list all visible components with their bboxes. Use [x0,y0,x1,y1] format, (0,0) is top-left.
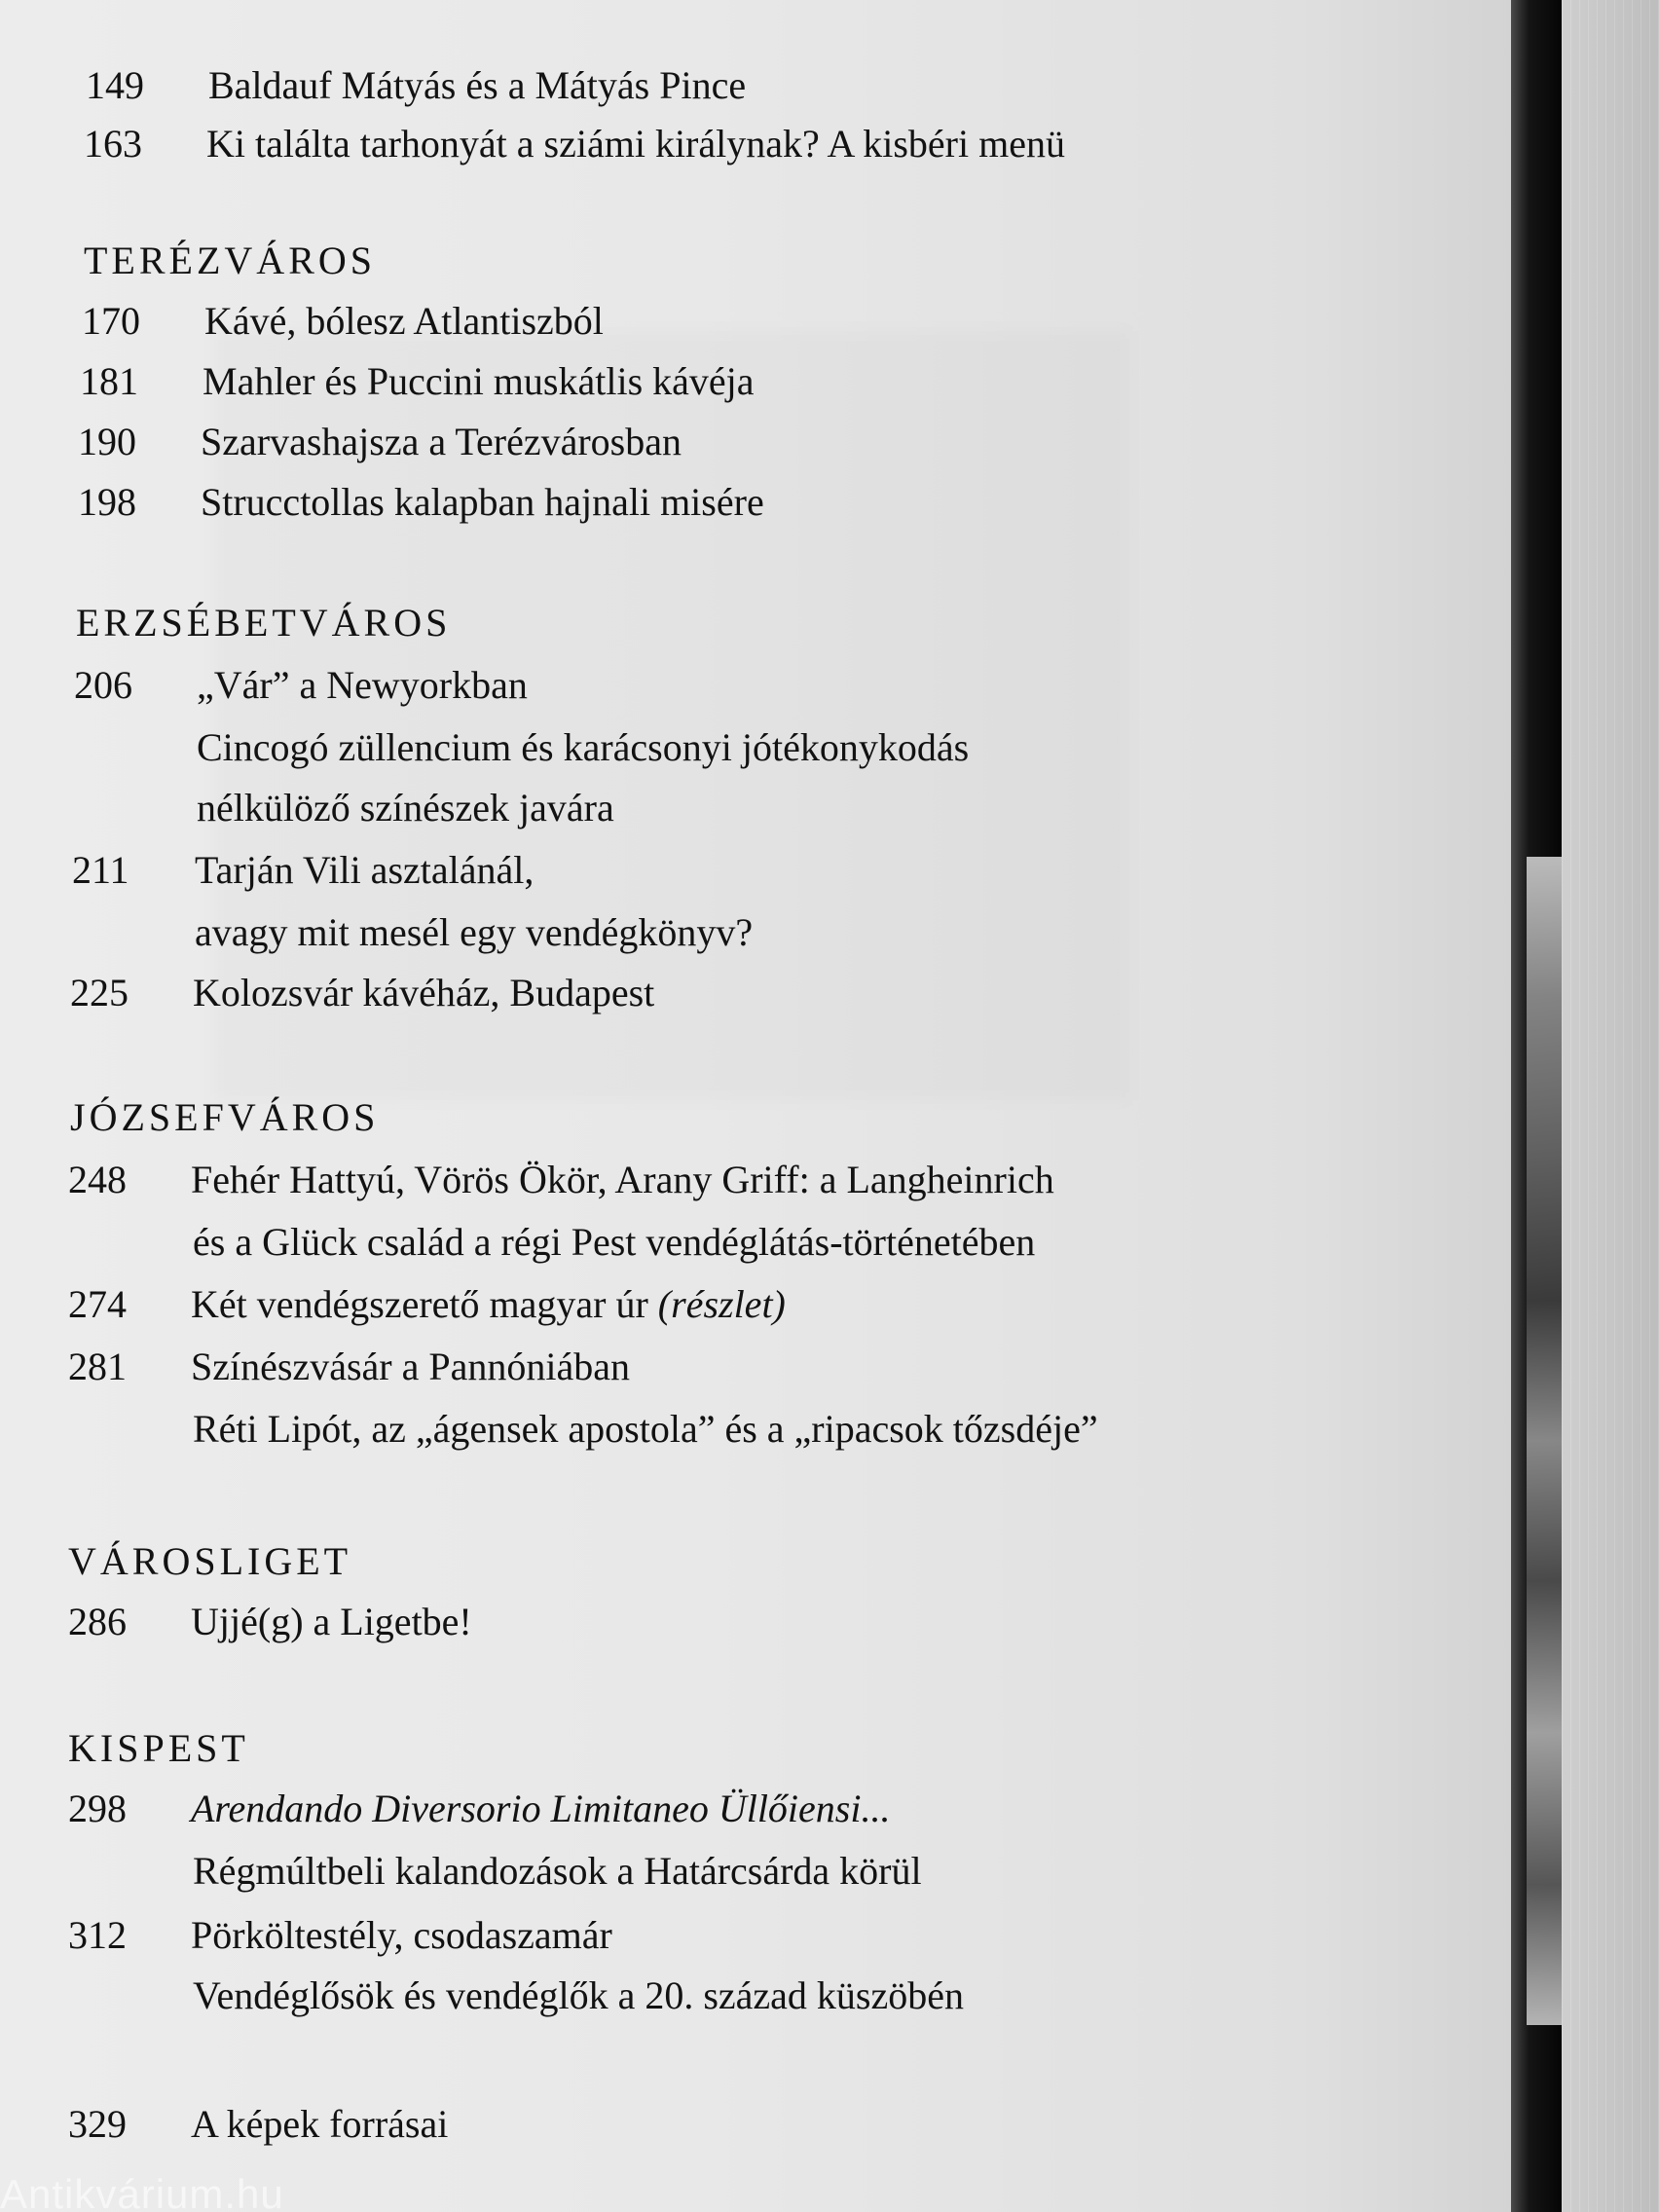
page-number: 149 [86,63,144,107]
page-number: 211 [72,848,129,892]
entry-title-italic: (részlet) [657,1282,786,1326]
entry-title: „Vár” a Newyorkban [197,663,528,707]
entry-subtitle: avagy mit mesél egy vendégkönyv? [195,910,754,954]
entry-title: Fehér Hattyú, Vörös Ökör, Arany Griff: a Langheinrich [191,1158,1054,1201]
entry-subtitle: és a Glück család a régi Pest vendéglátás-történetében [193,1220,1036,1264]
toc-entry [72,848,535,892]
page-number: 281 [68,1345,127,1388]
page-number: 248 [68,1158,127,1201]
section-heading: TERÉZVÁROS [84,239,376,282]
page-number: 170 [82,299,140,343]
toc-entry [82,299,604,343]
toc-entry [68,1347,630,1386]
entry-title: Mahler és Puccini muskátlis kávéja [203,359,755,403]
toc-entry [68,1913,612,1957]
page-number: 181 [80,359,138,403]
toc-entry [78,480,764,524]
entry-title: A képek forrásai [191,2102,449,2146]
page-number: 163 [84,122,142,166]
toc-entry [78,420,682,463]
toc-entry [86,63,747,107]
page-number: 274 [68,1282,127,1326]
entry-title: Baldauf Mátyás és a Mátyás Pince [208,63,747,107]
page-number: 206 [74,663,132,707]
entry-subtitle: nélkülöző színészek javára [197,786,614,830]
toc-entry [68,1282,786,1326]
entry-subtitle: Régmúltbeli kalandozások a Határcsárda körül [193,1849,922,1893]
section-heading: JÓZSEFVÁROS [70,1095,380,1139]
entry-title: Kávé, bólesz Atlantiszból [204,299,604,343]
page-number: 190 [78,420,136,463]
toc-entry [68,1158,1054,1201]
entry-subtitle: Cincogó züllencium és karácsonyi jótékonykodás [197,725,970,769]
entry-title: Pörköltestély, csodaszamár [191,1913,612,1957]
entry-title: Ujjé(g) a Ligetbe! [191,1600,472,1643]
entry-title: Ki találta tarhonyát a sziámi királynak? A kisbéri menü [206,122,1065,166]
section-heading: ERZSÉBETVÁROS [76,601,452,645]
page-number: 298 [68,1787,127,1830]
page-number: 312 [68,1913,127,1957]
entry-title [191,1282,786,1326]
toc-entry [84,122,1065,166]
toc-entry [80,359,755,403]
entry-subtitle: Vendéglősök és vendéglők a 20. század küszöbén [193,1973,964,2017]
entry-title: Szarvashajsza a Terézvárosban [201,420,682,463]
entry-title-main: Két vendégszerető magyar úr [191,1282,648,1326]
entry-title: Tarján Vili asztalánál, [195,848,535,892]
wood-background [1562,0,1659,2212]
toc-entry [68,1600,472,1643]
watermark-text: Antikvárium.hu [0,2177,284,2212]
entry-subtitle: Réti Lipót, az „ágensek apostola” és a „ripacsok tőzsdéje” [193,1407,1098,1451]
toc-entry [70,971,655,1014]
entry-title: Arendando Diversorio Limitaneo Üllőiensi... [191,1787,891,1830]
section-heading: VÁROSLIGET [68,1539,352,1583]
page-number: 329 [68,2102,127,2146]
section-heading: KISPEST [68,1726,249,1770]
page-number: 225 [70,971,129,1014]
toc-entry [68,2102,449,2146]
toc-entry [74,663,528,707]
adjacent-photo-strip [1527,857,1562,2025]
entry-title: Színészvásár a Pannóniában [191,1345,630,1388]
entry-title: Kolozsvár kávéház, Budapest [193,971,655,1014]
toc-entry [68,1789,890,1828]
page-number: 286 [68,1600,127,1643]
entry-title: Strucctollas kalapban hajnali misére [201,480,764,524]
page-number: 198 [78,480,136,524]
